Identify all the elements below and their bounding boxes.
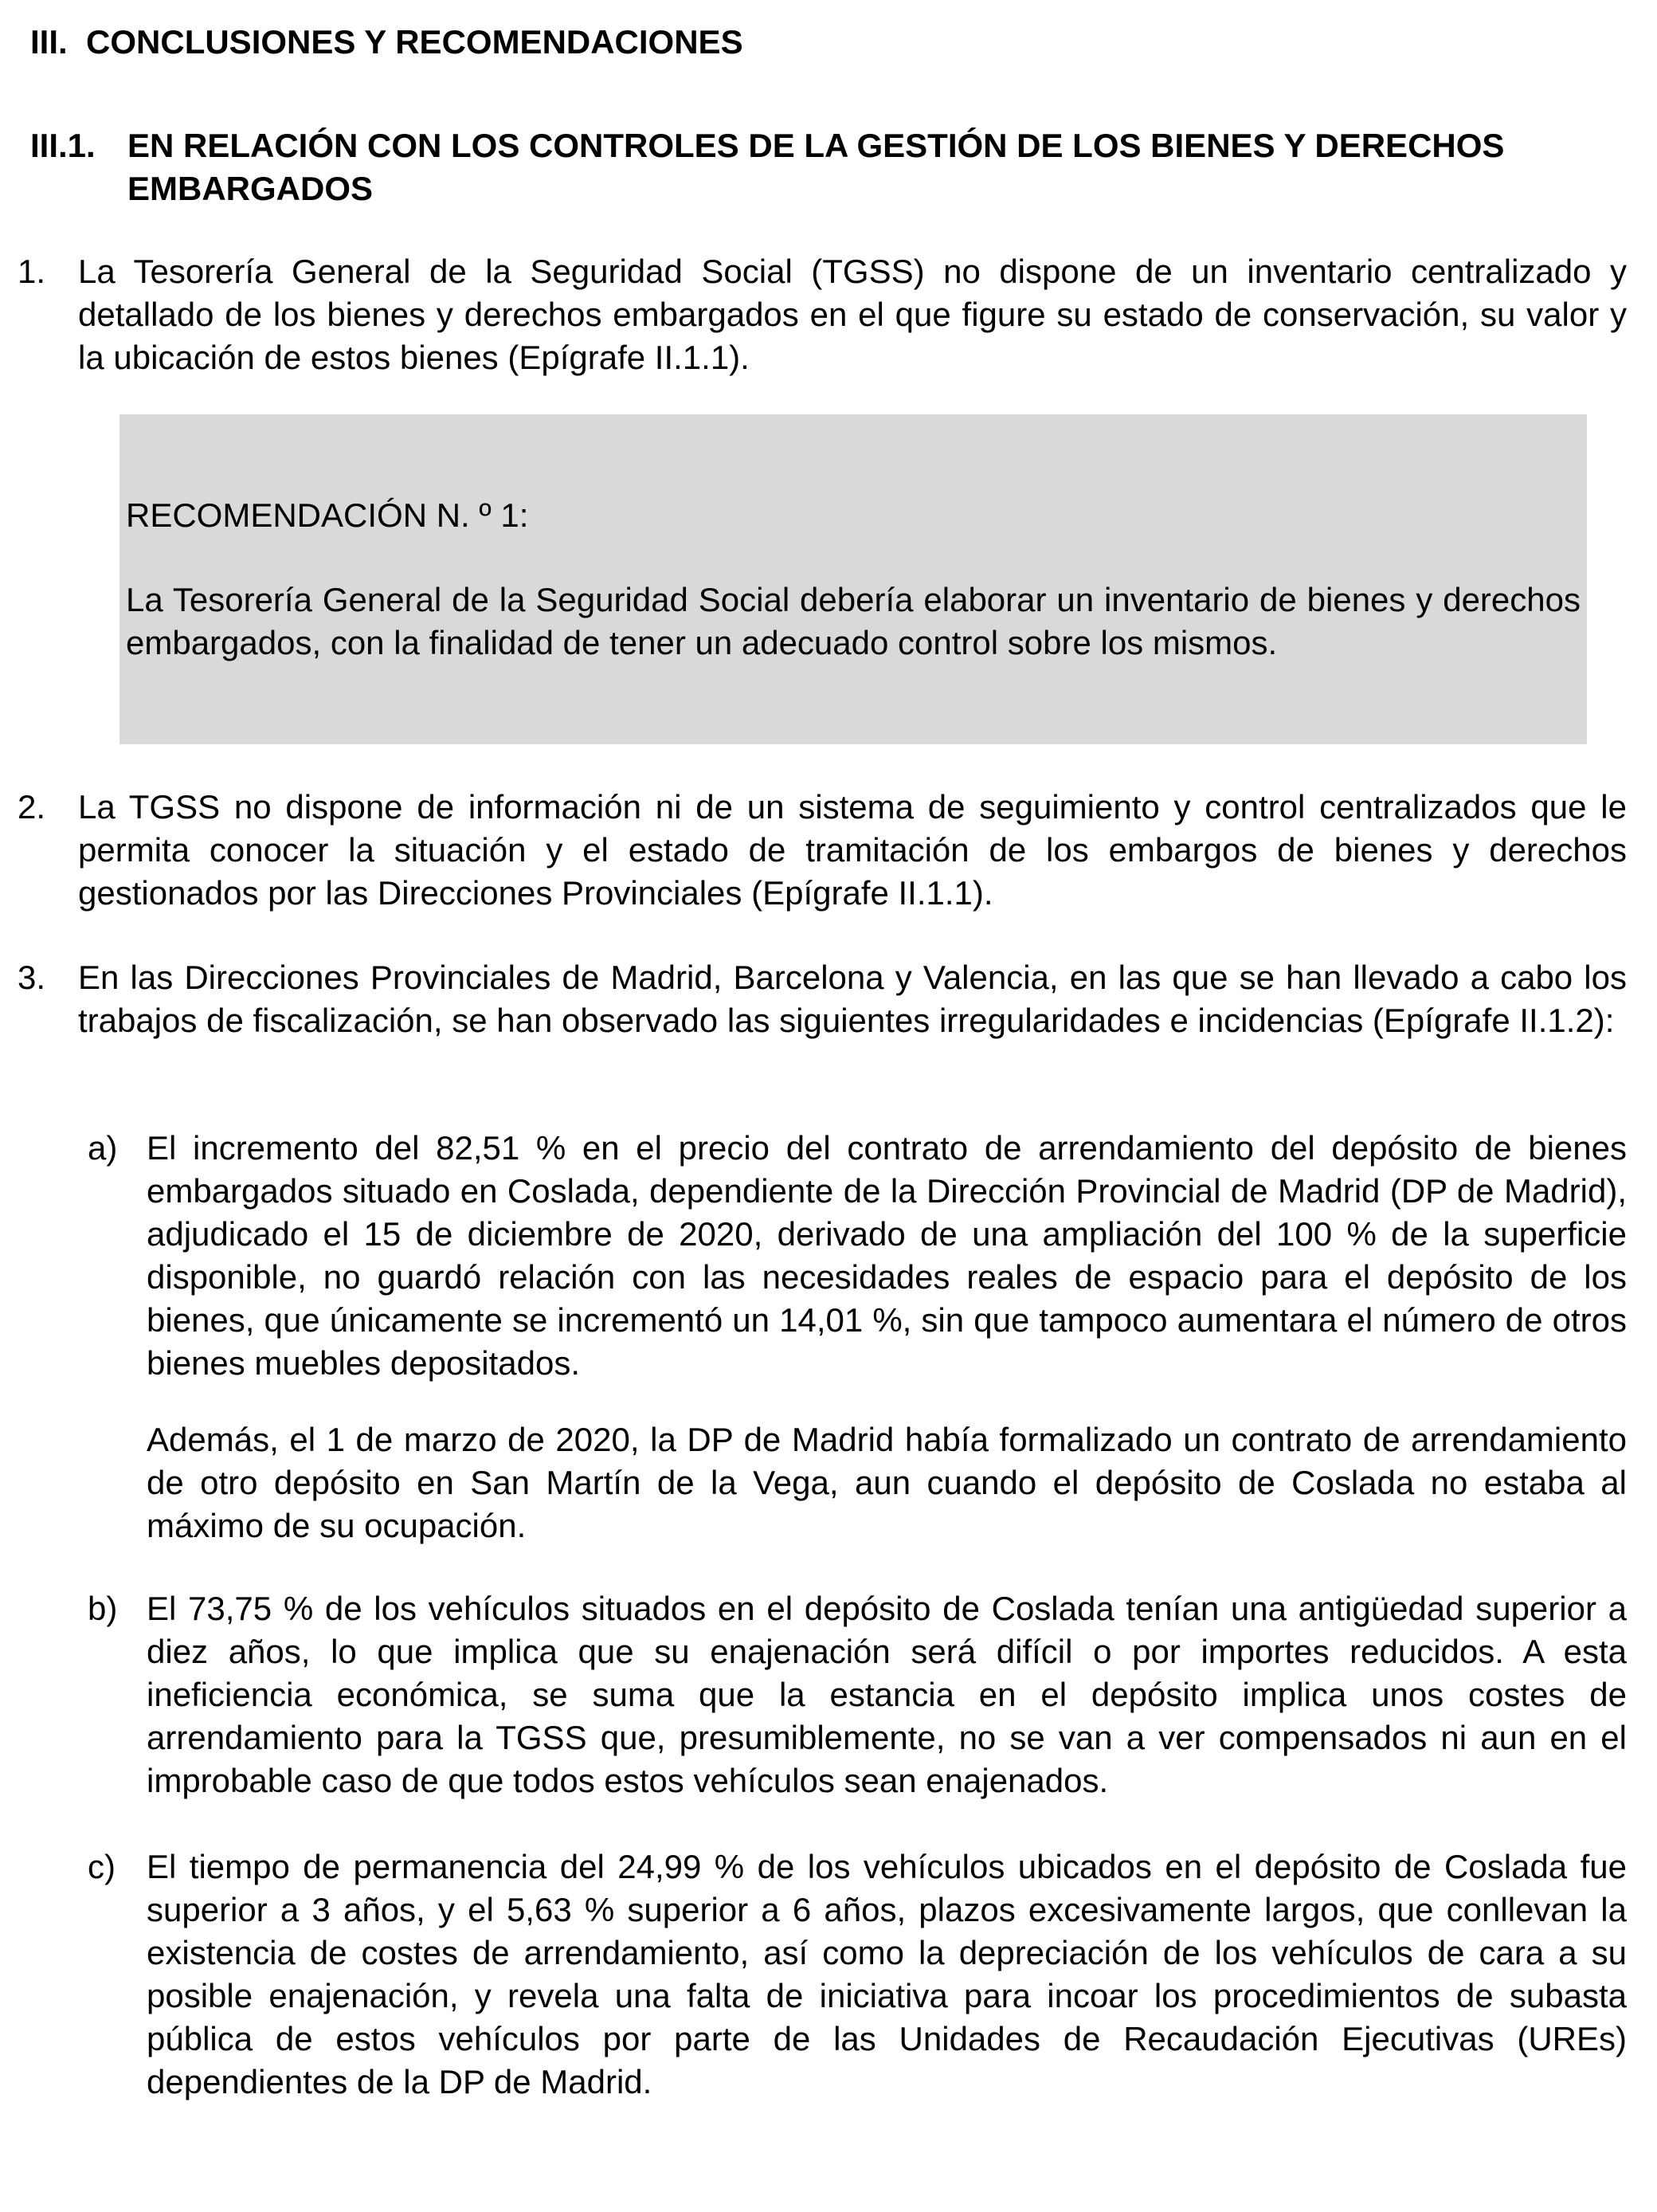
sub-item-a-extra-paragraph: Además, el 1 de marzo de 2020, la DP de Madrid había formalizado un contrato de arrendamiento de otro depósito en San Martín de la Vega, aun cuando el depósito de Coslada no estaba al máximo de su ocupación. bbox=[147, 1421, 1627, 1544]
conclusion-number: 3. bbox=[18, 959, 46, 996]
section-title: CONCLUSIONES Y RECOMENDACIONES bbox=[86, 23, 743, 61]
conclusion-text: La TGSS no dispone de información ni de un sistema de seguimiento y control centralizados que le permita conocer la situación y el estado de tramitación de los embargos de bienes y derechos gestionados por las Direcciones Provinciales (Epígrafe II.1.1). bbox=[78, 788, 1627, 912]
conclusion-text: La Tesorería General de la Seguridad Social (TGSS) no dispone de un inventario centralizado y detallado de los bienes y derechos embargados en el que figure su estado de conservación, su valor y la ubicación de estos bienes (Epígrafe II.1.1). bbox=[78, 253, 1627, 376]
subsection-number: III.1. bbox=[30, 127, 96, 164]
recommendation-text: La Tesorería General de la Seguridad Social debería elaborar un inventario de bienes y derechos embargados, con la finalidad de tener un adecuado control sobre los mismos. bbox=[126, 581, 1581, 661]
subsection-title: EN RELACIÓN CON LOS CONTROLES DE LA GESTIÓN DE LOS BIENES Y DERECHOS EMBARGADOS bbox=[127, 127, 1505, 207]
conclusion-item-1 bbox=[18, 250, 1627, 379]
conclusion-number: 2. bbox=[18, 788, 46, 826]
sub-item-text: El incremento del 82,51 % en el precio del contrato de arrendamiento del depósito de bienes embargados situado en Coslada, dependiente de la Dirección Provincial de Madrid (DP de Madrid), adjudicado el 15 de diciembre de 2020, derivado de una ampliación del 100 % de la superficie disponible, no guardó relación con las necesidades reales de espacio para el depósito de los bienes, que únicamente se incrementó un 14,01 %, sin que tampoco aumentara el número de otros bienes muebles depositados. bbox=[147, 1129, 1627, 1382]
sub-item-letter: c) bbox=[88, 1848, 116, 1885]
section-heading bbox=[30, 21, 743, 64]
recommendation-title: RECOMENDACIÓN N. º 1: bbox=[126, 496, 529, 534]
conclusion-text: En las Direcciones Provinciales de Madrid, Barcelona y Valencia, en las que se han llevado a cabo los trabajos de fiscalización, se han observado las siguientes irregularidades e incidencias (Epígrafe II.1.2): bbox=[78, 959, 1627, 1039]
sub-item-letter: b) bbox=[88, 1590, 118, 1627]
sub-item-text: El 73,75 % de los vehículos situados en el depósito de Coslada tenían una antigüedad superior a diez años, lo que implica que su enajenación será difícil o por importes reducidos. A esta ineficiencia económica, se suma que la estancia en el depósito implica unos costes de arrendamiento para la TGSS que, presumiblemente, no se van a ver compensados ni aun en el improbable caso de que todos estos vehículos sean enajenados. bbox=[147, 1590, 1627, 1799]
subsection-heading bbox=[30, 124, 1632, 210]
recommendation-box bbox=[119, 414, 1587, 744]
conclusion-item-2 bbox=[18, 786, 1627, 915]
conclusion-item-3 bbox=[18, 956, 1627, 1042]
sub-item-letter: a) bbox=[88, 1129, 118, 1167]
sub-item-b bbox=[88, 1587, 1627, 1802]
sub-item-text: El tiempo de permanencia del 24,99 % de los vehículos ubicados en el depósito de Coslada fue superior a 3 años, y el 5,63 % superior a 6 años, plazos excesivamente largos, que conllevan la existencia de costes de arrendamiento, así como la depreciación de los vehículos de cara a su posible enajenación, y revela una falta de iniciativa para incoar los procedimientos de subasta pública de estos vehículos por parte de las Unidades de Recaudación Ejecutivas (UREs) dependientes de la DP de Madrid. bbox=[147, 1848, 1627, 2100]
section-number: III. bbox=[30, 23, 68, 61]
sub-item-a bbox=[88, 1127, 1627, 1385]
conclusion-number: 1. bbox=[18, 253, 46, 290]
sub-item-c bbox=[88, 1845, 1627, 2104]
